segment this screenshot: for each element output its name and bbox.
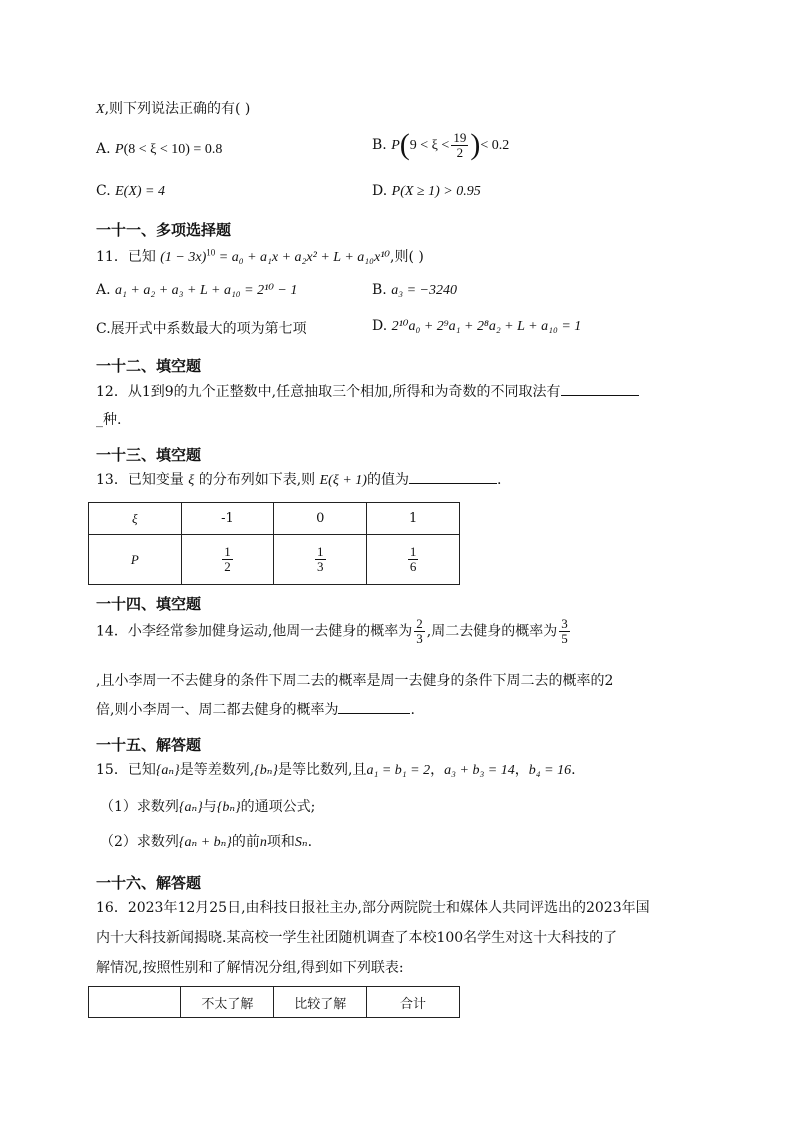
- q10-option-d: D. P(X ≥ 1) > 0.95: [372, 183, 481, 199]
- fraction: $\frac{19}{2}$: [453, 129, 467, 160]
- table-cell: 1: [367, 503, 460, 535]
- section-heading-12: 一十二、填空题: [96, 357, 202, 375]
- answer-blank: [561, 381, 639, 396]
- section-heading-16: 一十六、解答题: [96, 874, 202, 892]
- distribution-table: [88, 502, 460, 585]
- table-cell: 合计: [367, 987, 460, 1018]
- q15-part1: （1）求数列{aₙ}与{bₙ}的通项公式;: [100, 799, 316, 815]
- answer-blank: [409, 469, 497, 484]
- section-heading-14: 一十四、填空题: [96, 595, 202, 613]
- table-cell: $\frac{1}{2}$: [181, 535, 274, 585]
- table-cell: $\frac{1}{6}$: [367, 535, 460, 585]
- table-cell: [89, 987, 181, 1018]
- table-cell: -1: [181, 503, 274, 535]
- q13-stem: 13．已知变量 ξ 的分布列如下表,则 E(ξ + 1)的值为 .: [96, 469, 501, 489]
- table-cell: ξ: [89, 503, 182, 535]
- section-heading-13: 一十三、填空题: [96, 446, 202, 464]
- answer-blank: [338, 699, 410, 714]
- q15-part2: （2）求数列{aₙ + bₙ}的前n项和Sₙ.: [100, 834, 313, 850]
- q10-option-b: B. P(9 < ξ < $\frac{19}{2}$ )< 0.2: [372, 128, 510, 161]
- q12-line2: _种.: [96, 412, 122, 428]
- q11-option-a: A. a₁ + a₂ + a₃ + L + a₁₀ = 2¹⁰ − 1: [96, 282, 298, 298]
- q10-stem-tail: X,则下列说法正确的有( ): [96, 101, 251, 117]
- q16-line3: 解情况,按照性别和了解情况分组,得到如下列联表:: [96, 960, 404, 976]
- q12-line1: 12．从1到9的九个正整数中,任意抽取三个相加,所得和为奇数的不同取法有: [96, 381, 639, 401]
- q14-line1: 14．小李经常参加健身运动,他周一去健身的概率为 $\frac{2}{3}$ ,周二去健身的概率为 $\frac{3}{5}$: [96, 616, 568, 646]
- q11-option-c: C.展开式中系数最大的项为第七项: [96, 321, 307, 337]
- q14-line3: 倍,则小李周一、周二都去健身的概率为 .: [96, 699, 415, 719]
- q15-stem: 15．已知{aₙ}是等差数列,{bₙ}是等比数列,且a₁ = b₁ = 2，a₃ + b₃ = 14，b₄ = 16.: [96, 762, 576, 778]
- q14-line2: ,且小李周一不去健身的条件下周二去的概率是周一去健身的条件下周二去的概率的2: [96, 673, 614, 689]
- table-cell: $\frac{1}{3}$: [274, 535, 367, 585]
- q16-line2: 内十大科技新闻揭晓.某高校一学生社团随机调查了本校100名学生对这十大科技的了: [96, 930, 618, 946]
- q10-option-a: A. P(8 < ξ < 10) = 0.8: [96, 141, 223, 157]
- table-cell: 0: [274, 503, 367, 535]
- q11-option-b: B. a₃ = −3240: [372, 282, 457, 298]
- q11-stem: 11．已知 $(1 - 3x)^{10} = a_0 + a_1x + a_2x^2 + L + a_{10}x^{10}$,则( ): [96, 247, 424, 265]
- section-heading-15: 一十五、解答题: [96, 736, 202, 754]
- table-cell: 不太了解: [181, 987, 274, 1018]
- q11-option-d: D. 2¹⁰a₀ + 2⁹a₁ + 2⁸a₂ + L + a₁₀ = 1: [372, 318, 582, 334]
- contingency-table: [88, 986, 460, 1018]
- section-heading-11: 一十一、多项选择题: [96, 221, 232, 239]
- q16-line1: 16．2023年12月25日,由科技日报社主办,部分两院院士和媒体人共同评选出的2023年国: [96, 900, 650, 916]
- table-cell: 比较了解: [274, 987, 367, 1018]
- q10-option-c: C. E(X) = 4: [96, 183, 165, 199]
- table-cell: P: [89, 535, 182, 585]
